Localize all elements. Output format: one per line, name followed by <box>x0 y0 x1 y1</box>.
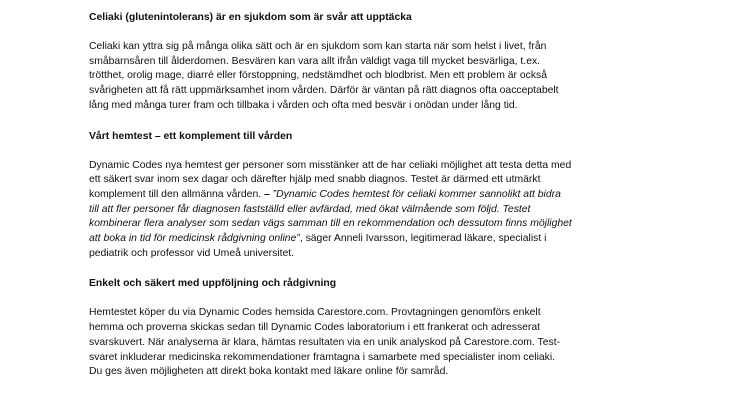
section-heading-uppfoljning: Enkelt och säkert med uppföljning och rådgivning <box>89 278 337 290</box>
paragraph-line: Hemtestet köper du via Dynamic Codes hemsida Carestore.com. Provtagningen genomförs enkelt <box>89 307 541 319</box>
paragraph-uppfoljning <box>89 306 669 380</box>
paragraph-line-mixed <box>89 232 669 247</box>
quote-line: till att fler personer får diagnosen fastställd eller avfärdad, med ökat välmående som följd. Testet <box>89 203 531 215</box>
plain-text: , säger Anneli Ivarsson, legitimerad läkare, specialist i <box>299 233 547 245</box>
paragraph-hemtest <box>89 159 669 262</box>
paragraph-line: trötthet, orolig mage, diarré eller förstoppning, nedstämdhet och blodbrist. Men ett problem är också <box>89 70 548 82</box>
section-heading-hemtest: Vårt hemtest – ett komplement till vården <box>89 130 293 142</box>
paragraph-line: ett säkert svar inom sex dagar och därefter hjälp med snabb diagnos. Testet är därmed ett utmärkt <box>89 174 541 186</box>
paragraph-line: Celiaki kan yttra sig på många olika sätt och är en sjukdom som kan starta när som helst i livet, från <box>89 41 547 52</box>
document-page <box>89 10 669 395</box>
paragraph-line: svårigheten att få rätt uppmärksamhet inom vården. Därför är väntan på rätt diagnos ofta oacceptabelt <box>89 85 559 97</box>
paragraph-line: Dynamic Codes nya hemtest ger personer som misstänker att de har celiaki möjlighet att testa detta med <box>89 159 572 171</box>
section-heading-celiaki: Celiaki (glutenintolerans) är en sjukdom som är svår att upptäcka <box>89 12 412 23</box>
paragraph-line: Du ges även möjligheten att direkt boka kontakt med läkare online för samråd. <box>89 366 449 378</box>
quote-line: kombinerar flera analyser som sedan vägs samman till en rekommendation och dessutom finns möjlighet <box>89 218 572 230</box>
em-dash: – <box>264 188 270 200</box>
paragraph-line: lång med många turer fram och tillbaka i vården och ofta med besvär i onödan under lång tid. <box>89 99 518 111</box>
paragraph-line: svarskuvert. När analyserna är klara, hämtas resultaten via en unik analyskod på Carestore.com. Test- <box>89 336 561 348</box>
paragraph-line: hemma och proverna skickas sedan till Dynamic Codes laboratorium i ett frankerat och adresserat <box>89 322 541 334</box>
paragraph-celiaki <box>89 40 669 114</box>
paragraph-line-mixed <box>89 188 669 203</box>
paragraph-line: småbarnsåren till ålderdomen. Besvären kan vara allt ifrån väldigt vaga till mycket besvärliga, t.ex. <box>89 55 541 67</box>
quote-text: att boka in tid för medicinsk rådgivning online” <box>89 233 300 245</box>
plain-text: komplement till den allmänna vården. <box>89 188 265 200</box>
paragraph-line: pediatrik och professor vid Umeå universitet. <box>89 247 295 259</box>
paragraph-line: svaret inkluderar medicinska rekommendationer framtagna i samarbete med specialister inom celiaki. <box>89 351 556 363</box>
quote-text: ”Dynamic Codes hemtest för celiaki kommer sannolikt att bidra <box>269 188 561 200</box>
